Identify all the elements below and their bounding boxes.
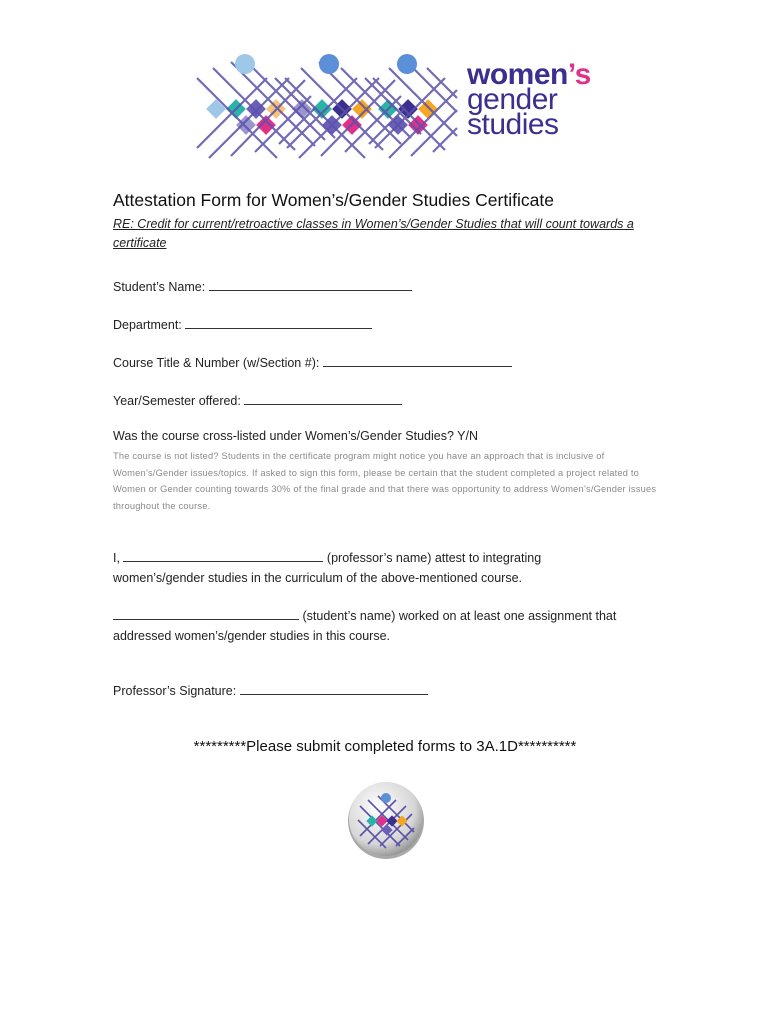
signature-field xyxy=(113,682,428,698)
department-label: Department: xyxy=(113,318,182,332)
department-field xyxy=(113,316,372,332)
student-suffix: (student’s name) worked on at least one assignment that xyxy=(302,609,617,623)
form-subtitle: RE: Credit for current/retroactive classes in Women’s/Gender Studies that will count towards a certificate xyxy=(113,217,634,250)
student-name-field xyxy=(113,278,412,294)
cross-listed-question: Was the course cross-listed under Women’s/Gender Studies? Y/N xyxy=(113,429,478,443)
year-semester-blank[interactable] xyxy=(244,392,402,405)
cross-listed-note: The course is not listed? Students in the certificate program might notice you have an approach that is inclusive of Women’s/Gender issues/topics. If asked to sign this form, please be certain that the student completed a project related to Women or Gender counting towards 30% of the final grade and that there was opportunity to address Women’s/Gender issues throughout the course. xyxy=(113,451,657,511)
course-field xyxy=(113,354,512,370)
course-blank[interactable] xyxy=(323,354,512,367)
student-statement xyxy=(113,606,673,646)
year-semester-label: Year/Semester offered: xyxy=(113,394,241,408)
student-line2: addressed women’s/gender studies in this course. xyxy=(113,629,391,643)
logo-word-apostrophe: ’s xyxy=(567,58,591,91)
student-name-blank[interactable] xyxy=(209,278,412,291)
signature-label: Professor’s Signature: xyxy=(113,684,237,698)
logo-word-gender: gender xyxy=(467,83,558,116)
logo-word-women: women xyxy=(467,58,568,91)
logo-word-studies: studies xyxy=(467,108,559,141)
attest-prefix: I, xyxy=(113,551,120,565)
badge-button-graphic xyxy=(346,780,426,860)
logo-wordmark xyxy=(467,58,591,141)
submit-instruction: *********Please submit completed forms to 3A.1D********** xyxy=(193,738,577,755)
student-name-blank-2[interactable] xyxy=(113,607,299,620)
form-title: Attestation Form for Women’s/Gender Studies Certificate xyxy=(113,190,554,210)
attest-line2: women’s/gender studies in the curriculum of the above-mentioned course. xyxy=(113,571,523,585)
wgs-logo xyxy=(195,48,591,160)
department-blank[interactable] xyxy=(185,316,372,329)
attest-suffix: (professor’s name) attest to integrating xyxy=(326,551,542,565)
professor-name-blank[interactable] xyxy=(123,549,323,562)
professor-attestation xyxy=(113,548,673,588)
course-label: Course Title & Number (w/Section #): xyxy=(113,356,320,370)
year-semester-field xyxy=(113,392,402,408)
student-name-label: Student’s Name: xyxy=(113,280,206,294)
signature-blank[interactable] xyxy=(240,682,428,695)
circle-markers xyxy=(235,54,417,74)
lattice-logo-graphic xyxy=(195,48,460,160)
